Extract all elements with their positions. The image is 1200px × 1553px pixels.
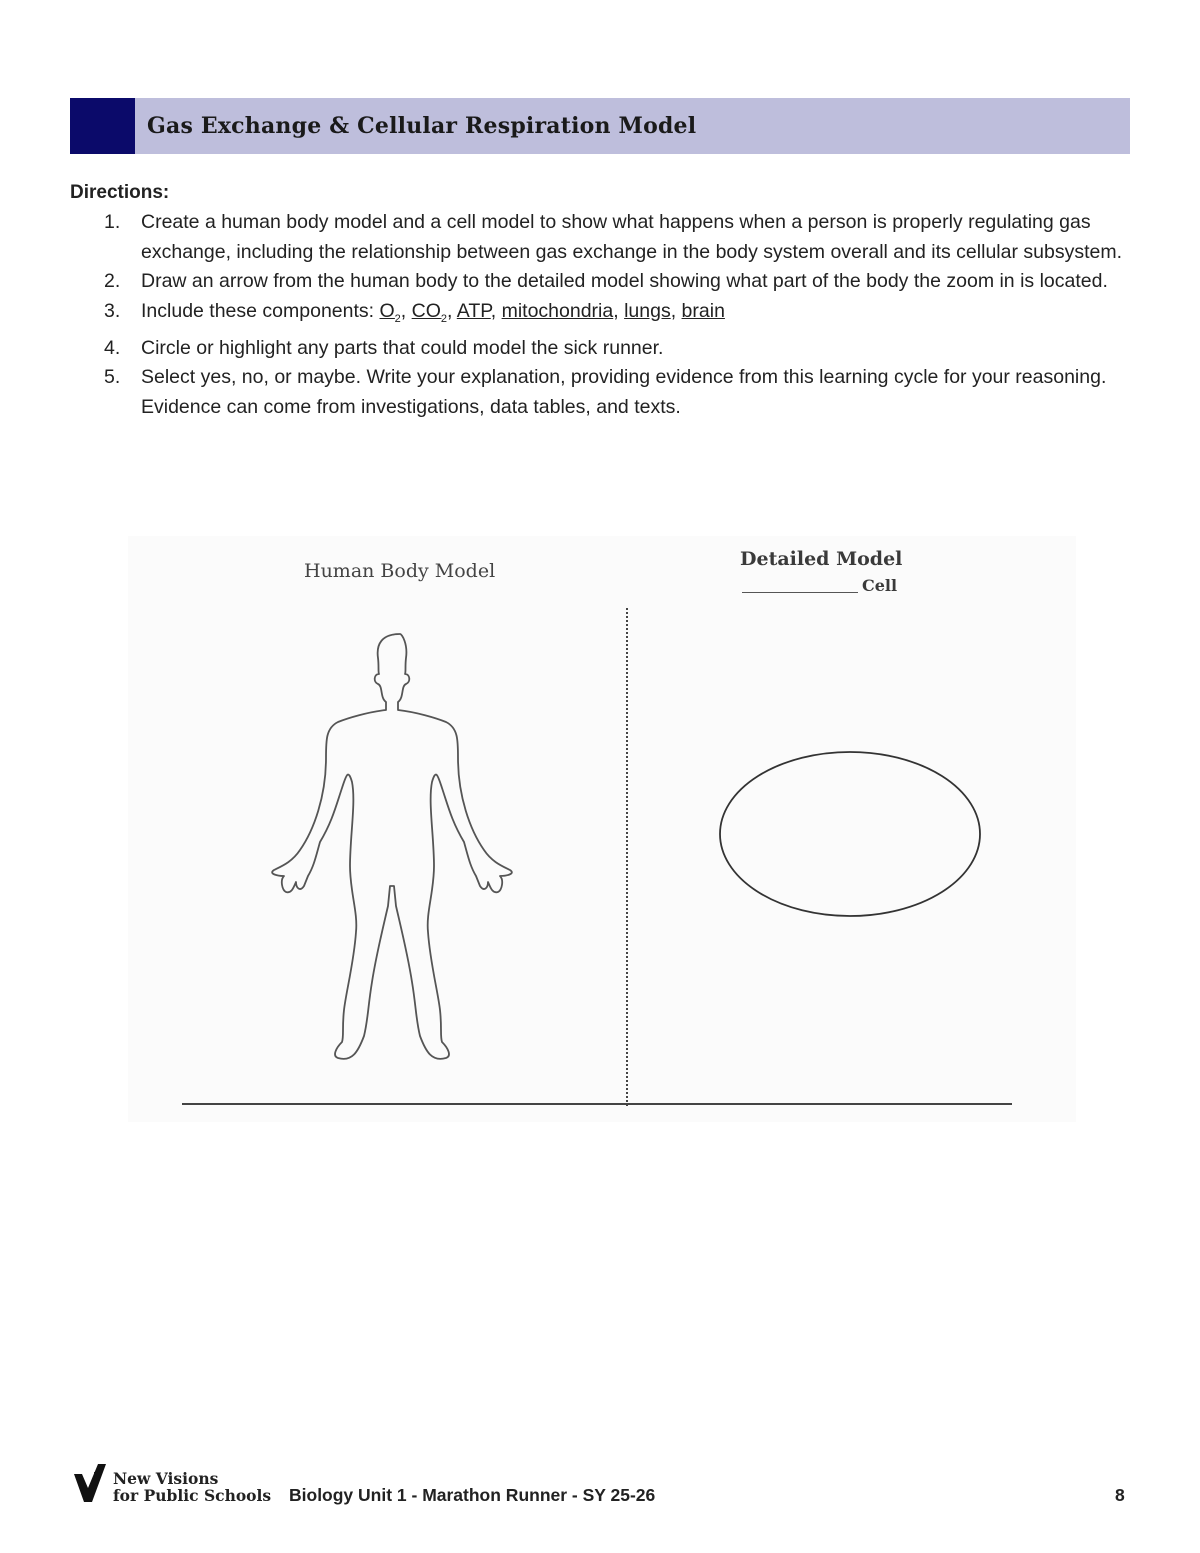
direction-item bbox=[70, 363, 1130, 422]
component-lungs: lungs bbox=[624, 299, 671, 322]
direction-item bbox=[70, 267, 1130, 297]
section-title-bar bbox=[70, 98, 1130, 154]
page-number: 8 bbox=[1115, 1485, 1125, 1505]
footer-organization bbox=[113, 1470, 271, 1504]
component-co2: $CO_2$ bbox=[411, 299, 448, 325]
human-body-outline bbox=[272, 634, 512, 1059]
directions-list bbox=[70, 208, 1130, 422]
direction-number: 5. bbox=[104, 366, 121, 389]
cell-label: Cell bbox=[862, 576, 898, 595]
direction-item: 3. Include these components: $O_2$, $CO_2$, ATP, mitochondria, lungs, brain bbox=[70, 297, 1130, 334]
cell-outline bbox=[720, 752, 980, 916]
human-body-model-label: Human Body Model bbox=[304, 560, 496, 582]
title-accent-block bbox=[70, 98, 135, 154]
direction-number: 1. bbox=[104, 211, 121, 233]
direction-number: 4. bbox=[104, 336, 121, 359]
component-o2: $O_2$ bbox=[379, 299, 401, 325]
direction-number: 3. bbox=[104, 299, 121, 322]
direction-text: Select yes, no, or maybe. Write your explanation, providing evidence from this learning cycle for your reasoning. Evidence can come from investigations, data tables, and texts. bbox=[141, 366, 1107, 418]
direction-text: Circle or highlight any parts that could model the sick runner. bbox=[141, 336, 664, 359]
component-brain: brain bbox=[681, 299, 725, 322]
direction-text: Draw an arrow from the human body to the detailed model showing what part of the body the zoom in is located. bbox=[141, 270, 1108, 292]
direction-item bbox=[70, 208, 1130, 267]
new-visions-logo-icon bbox=[72, 1462, 110, 1509]
component-atp: ATP bbox=[456, 299, 491, 322]
direction-number: 2. bbox=[104, 270, 121, 292]
model-drawing-area[interactable] bbox=[128, 536, 1076, 1122]
model-diagram bbox=[128, 536, 1076, 1122]
direction-item bbox=[70, 334, 1130, 364]
org-name-line2: for Public Schools bbox=[113, 1486, 272, 1505]
footer-course-title: Biology Unit 1 - Marathon Runner - SY 25-26 bbox=[289, 1485, 656, 1505]
page-title: Gas Exchange & Cellular Respiration Model bbox=[147, 113, 697, 139]
directions-label: Directions: bbox=[70, 182, 170, 203]
cell-type-blank[interactable] bbox=[742, 592, 858, 593]
detailed-model-label: Detailed Model bbox=[740, 548, 903, 570]
component-mitochondria: mitochondria bbox=[501, 299, 614, 322]
direction-lead-text: Include these components: bbox=[141, 299, 380, 322]
org-name-line1: New Visions bbox=[113, 1469, 219, 1488]
direction-text: Create a human body model and a cell model to show what happens when a person is properly regulating gas exchange, including the relationship between gas exchange in the body system overall and its cellular subsystem. bbox=[141, 211, 1122, 263]
